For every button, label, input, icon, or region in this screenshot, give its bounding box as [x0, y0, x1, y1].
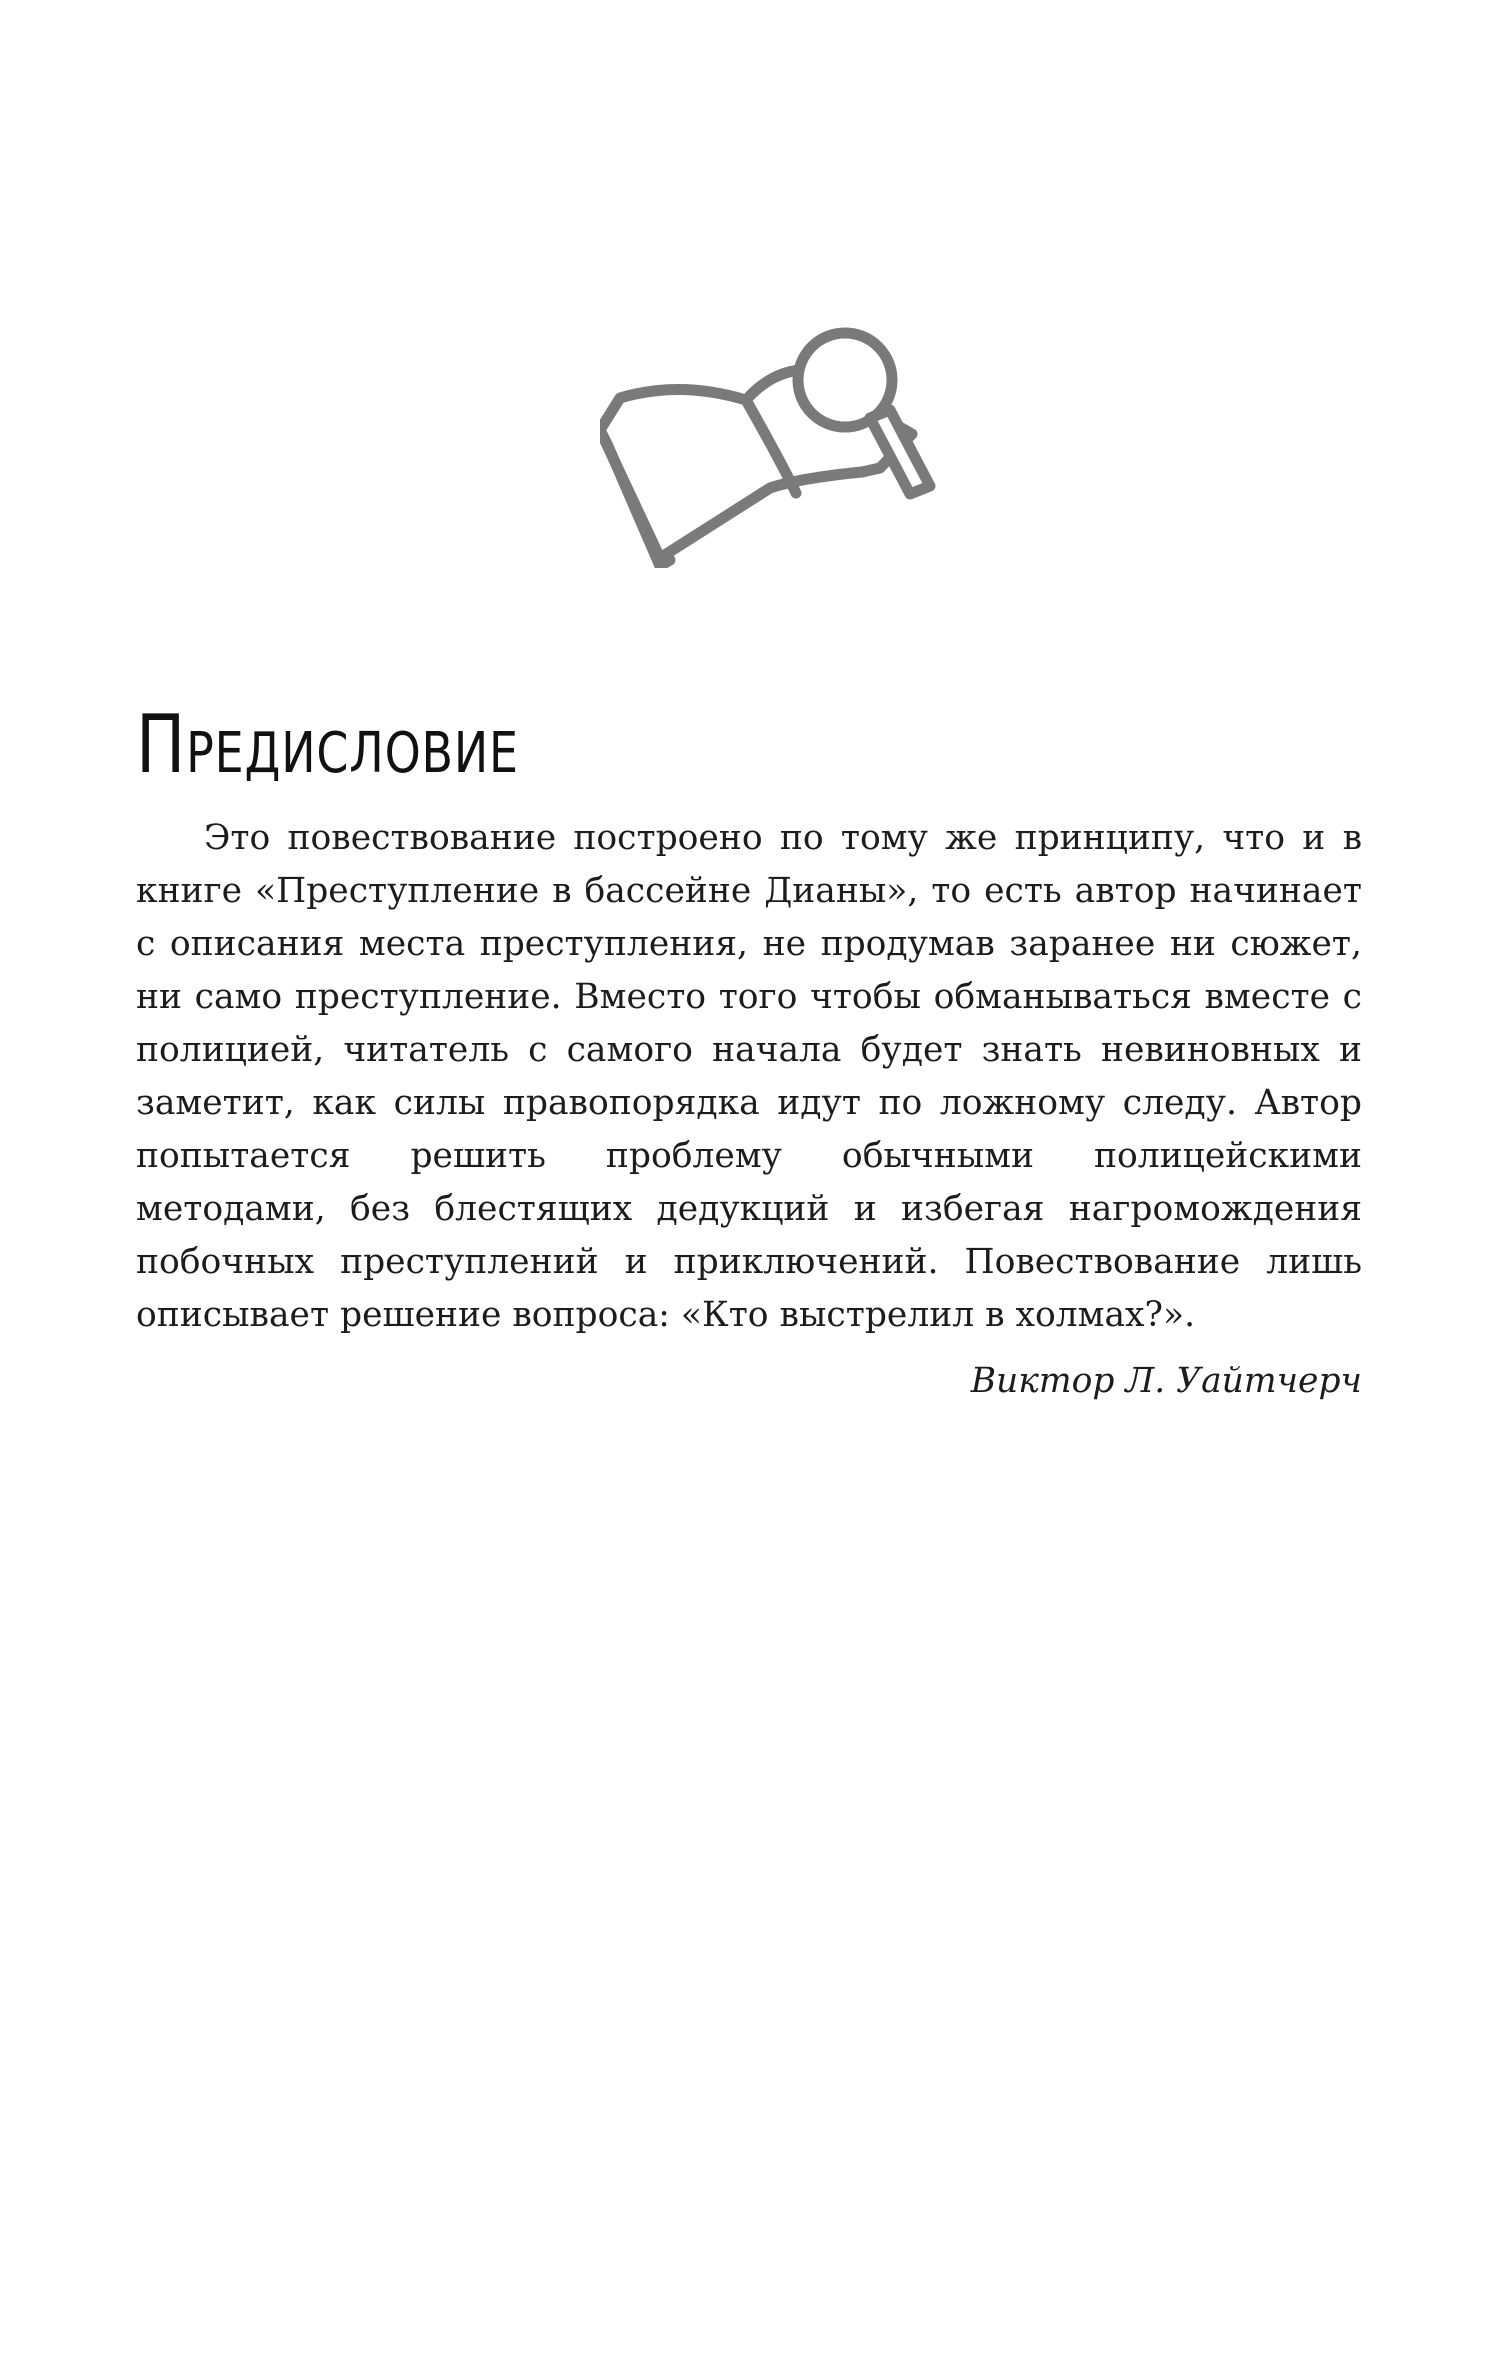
preface-paragraph: Это повествование построено по тому же принципу, что и в книге «Преступление в бассейне Дианы», то есть автор начинает с описания места преступления, не продумав заранее ни сюжет, ни само преступление. Вместо того чтобы обманываться вместе с полицией, читатель с самого начала будет знать невиновных и заметит, как силы правопорядка идут по ложному следу. Автор попытается решить проблему обычными полицейскими методами, без блестящих дедукций и избегая нагромождения побочных преступлений и приключений. Повествование лишь описывает решение вопроса: «Кто выстрелил в холмах?». [136, 818, 1362, 1335]
author-signature: Виктор Л. Уайтчерч [970, 1361, 1362, 1401]
book-magnifier-icon [600, 318, 960, 568]
chapter-title: Предисловие [136, 698, 519, 791]
